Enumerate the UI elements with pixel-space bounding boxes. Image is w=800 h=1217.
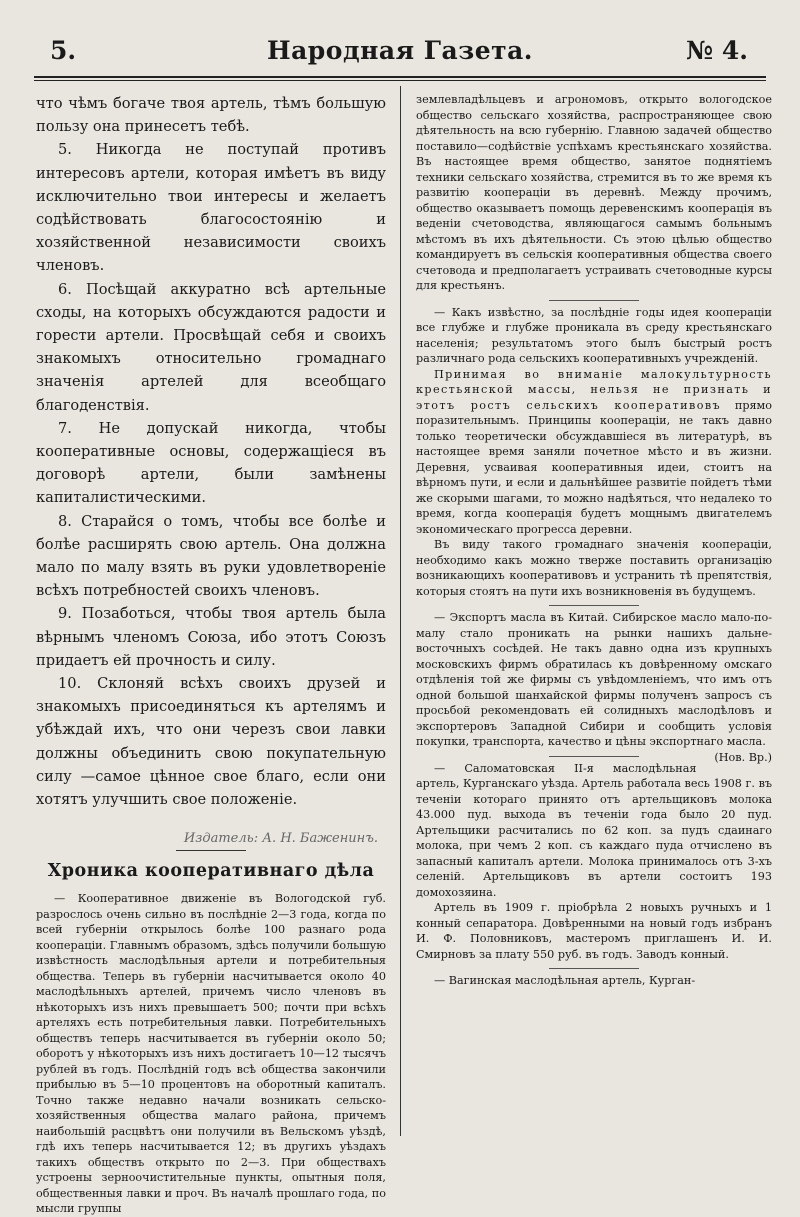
rule-paragraph: что чѣмъ богаче твоя артель, тѣмъ большую пользу она принесетъ тебѣ. <box>36 95 386 136</box>
article-separator <box>549 300 639 301</box>
article-paragraph: — Вагинская маслодѣльная артель, Курган- <box>434 974 696 987</box>
newspaper-title: Народная Газета. <box>266 36 534 65</box>
article-separator <box>549 605 639 606</box>
rule-paragraph: 5. Никогда не поступай противъ интересовъ артели, которая имѣетъ въ виду исключительно твои интересы и желаетъ содѣйствовать благосостоянію и хозяйственной независимости своихъ членовъ. <box>36 141 386 275</box>
article-text: — Экспортъ масла въ Китай. Сибирское масло мало-по-малу стало проникать на рынки нашихъ дальне-восточныхъ сосѣдей. Не такъ давно одна изъ крупныхъ московскихъ фирмъ обратилась къ довѣренному омскаго отдѣленія той же фирмы съ увѣдомленіемъ, что имъ отъ одной большой шанхайской фирмы полученъ запросъ съ просьбой рекомендовать ей солидныхъ маслодѣловъ и экспортеровъ Западной Сибири и сообщить условія покупки, транспорта, качество и цѣны экспортнаго масла. <box>416 611 772 748</box>
article-paragraph <box>416 367 772 538</box>
section-title: Хроника кооперативнаго дѣла <box>47 861 375 882</box>
article-paragraph: землевладѣльцевъ и агрономовъ, открыто вологодское общество сельскаго хозяйства, распространяющее свою дѣятельность на всю губернію. Главною задачей общество поставило—содѣйствіе успѣхамъ крестьянскаго хозяйства. Въ настоящее время общество, занятое поднятіемъ техники сельскаго хозяйства, стремится въ то же время къ развитію коопераціи въ деревнѣ. Между прочимъ, общество оказываетъ помощь деревенскимъ кооперація въ веденіи счетоводства, являющагося самымъ больнымъ мѣстомъ въ ихъ дѣятельности. Съ этою цѣлью общество командируетъ въ сельскія кооперативныя общества своего счетовода и предполагаетъ устраивать счетоводные курсы для крестьянъ. <box>416 93 772 292</box>
article-paragraph: Въ виду такого громаднаго значенія коопераціи, необходимо какъ можно тверже поставить организацію возникающихъ кооперативовъ и устранить тѣ препятствія, которыя стоятъ на пути ихъ возникновенія въ будущемъ. <box>416 538 772 598</box>
right-column <box>416 92 772 1132</box>
header-rule <box>34 76 766 78</box>
rule-paragraph: 8. Старайся о томъ, чтобы все болѣе и болѣе расширять свою артель. Она должна мало по малу взять въ руки удовлетвореніе всѣхъ потребностей своихъ членовъ. <box>36 512 386 600</box>
article-paragraph: — Саломатовская II-я маслодѣльная артель, Курганскаго уѣзда. Артель работала весь 1908 г. въ теченіи котораго принято отъ артельщиковъ молока 43.000 пуд. выхода въ теченіи года было 20 пуд. Артельщики расчитались по 62 коп. за пудъ сдаинаго молока, при чемъ 2 коп. съ каждаго пуда отчислено въ запасный капиталъ артели. Молока принималось отъ 3-хъ селеній. Артельщиковъ въ артели состоитъ 193 домохозяина. <box>416 761 772 899</box>
article-paragraph: Артель въ 1909 г. пріобрѣла 2 новыхъ ручныхъ и 1 конный сепаратора. Довѣренными на новый годъ избранъ И. Ф. Половниковъ, мастеромъ приглашенъ И. И. Смирновъ за плату 550 руб. въ годъ. Заводъ конный. <box>416 901 772 961</box>
rule-paragraph: 6. Посѣщай аккуратно всѣ артельные сходы, на которыхъ обсуждаются радости и горести артели. Просвѣщай себя и своихъ знакомыхъ относительно громаднаго значенія артелей для всеобщаго благоденствія. <box>36 280 386 414</box>
section-rule <box>176 850 246 851</box>
source-citation: (Нов. Вр.) <box>714 750 772 764</box>
chronicle-paragraph: — Кооперативное движеніе въ Вологодской губ. разрослось очень сильно въ послѣдніе 2—3 года, когда по всей губерніи открылось болѣе 100 разнаго рода коопераціи. Главнымъ образомъ, здѣсь получили большую извѣстность маслодѣльныя артели и потребительныя общества. Теперь въ губерніи насчитывается около 40 маслодѣльныхъ артелей, причемъ число членовъ въ нѣкоторыхъ изъ нихъ превышаетъ 500; почти при всѣхъ артеляхъ есть потребительныя лавки. Потребительныхъ обществъ теперь насчитывается въ губерніи около 50; оборотъ у нѣкоторыхъ изъ нихъ достигаетъ 10—12 тысячъ рублей въ годъ. Послѣдній годъ всѣ общества закончили прибылью въ 5—10 процентовъ на оборотный капиталъ. Точно также недавно начали возникать сельско-хозяйственныя общества малаго района, причемъ наибольшій расцвѣтъ они получили въ Вельскомъ уѣздѣ, гдѣ ихъ теперь насчитывается 12; въ другихъ уѣздахъ такихъ обществъ открыто по 2—3. При обществахъ устроены зерноочистительные пункты, опытныя поля, общественныя лавки и проч. Въ началѣ прошлаго года, по мысли группы <box>36 892 386 1216</box>
column-divider <box>400 86 401 1136</box>
publisher-line: Издатель: А. Н. Баженинъ. <box>183 831 378 847</box>
left-column <box>36 92 386 1216</box>
spaced-text: Принимая во вниманіе малокультурность крестьянской массы, нельзя не признать и этотъ ростъ сельскихъ кооперативовъ <box>416 367 772 412</box>
article-paragraph <box>416 610 772 764</box>
rule-paragraph: 10. Склоняй всѣхъ своихъ друзей и знакомыхъ присоединяться къ артелямъ и убѣждай ихъ, что они черезъ свои лавки должны объединить свою покупательную силу —самое цѣнное свое благо, если они хотятъ улучшить свое положеніе. <box>36 675 386 809</box>
article-separator <box>549 756 639 757</box>
article-text: прямо поразительнымъ. Принципы коопераціи, не такъ давно только теоретически обсуждавшіеся въ литературѣ, въ настоящее время заняли почетное мѣсто и въ жизни. Деревня, усваивая кооперативныя идеи, стоитъ на вѣрномъ пути, и если и дальнѣйшее развитіе пойдетъ тѣми же скорыми шагами, то можно надѣяться, что недалеко то время, когда кооперація будетъ мощнымъ двигателемъ экономическаго прогресса деревни. <box>416 398 772 536</box>
header-rule-thin <box>34 80 766 81</box>
article-separator <box>549 968 639 969</box>
article-paragraph: — Какъ извѣстно, за послѣдніе годы идея коопераціи все глубже и глубже проникала въ среду крестьянскаго населенія; результатомъ этого былъ быстрый ростъ различнаго рода сельскихъ кооперативныхъ учрежденій. <box>416 305 772 365</box>
issue-number: № 4. <box>686 36 748 65</box>
rule-paragraph: 9. Позаботься, чтобы твоя артель была вѣрнымъ членомъ Союза, ибо этотъ Союзъ придаетъ ей прочность и силу. <box>36 605 386 669</box>
rule-paragraph: 7. Не допускай никогда, чтобы кооперативные основы, содержащіеся въ договорѣ артели, были замѣнены капиталистическими. <box>36 419 386 507</box>
page-number: 5. <box>50 36 77 65</box>
